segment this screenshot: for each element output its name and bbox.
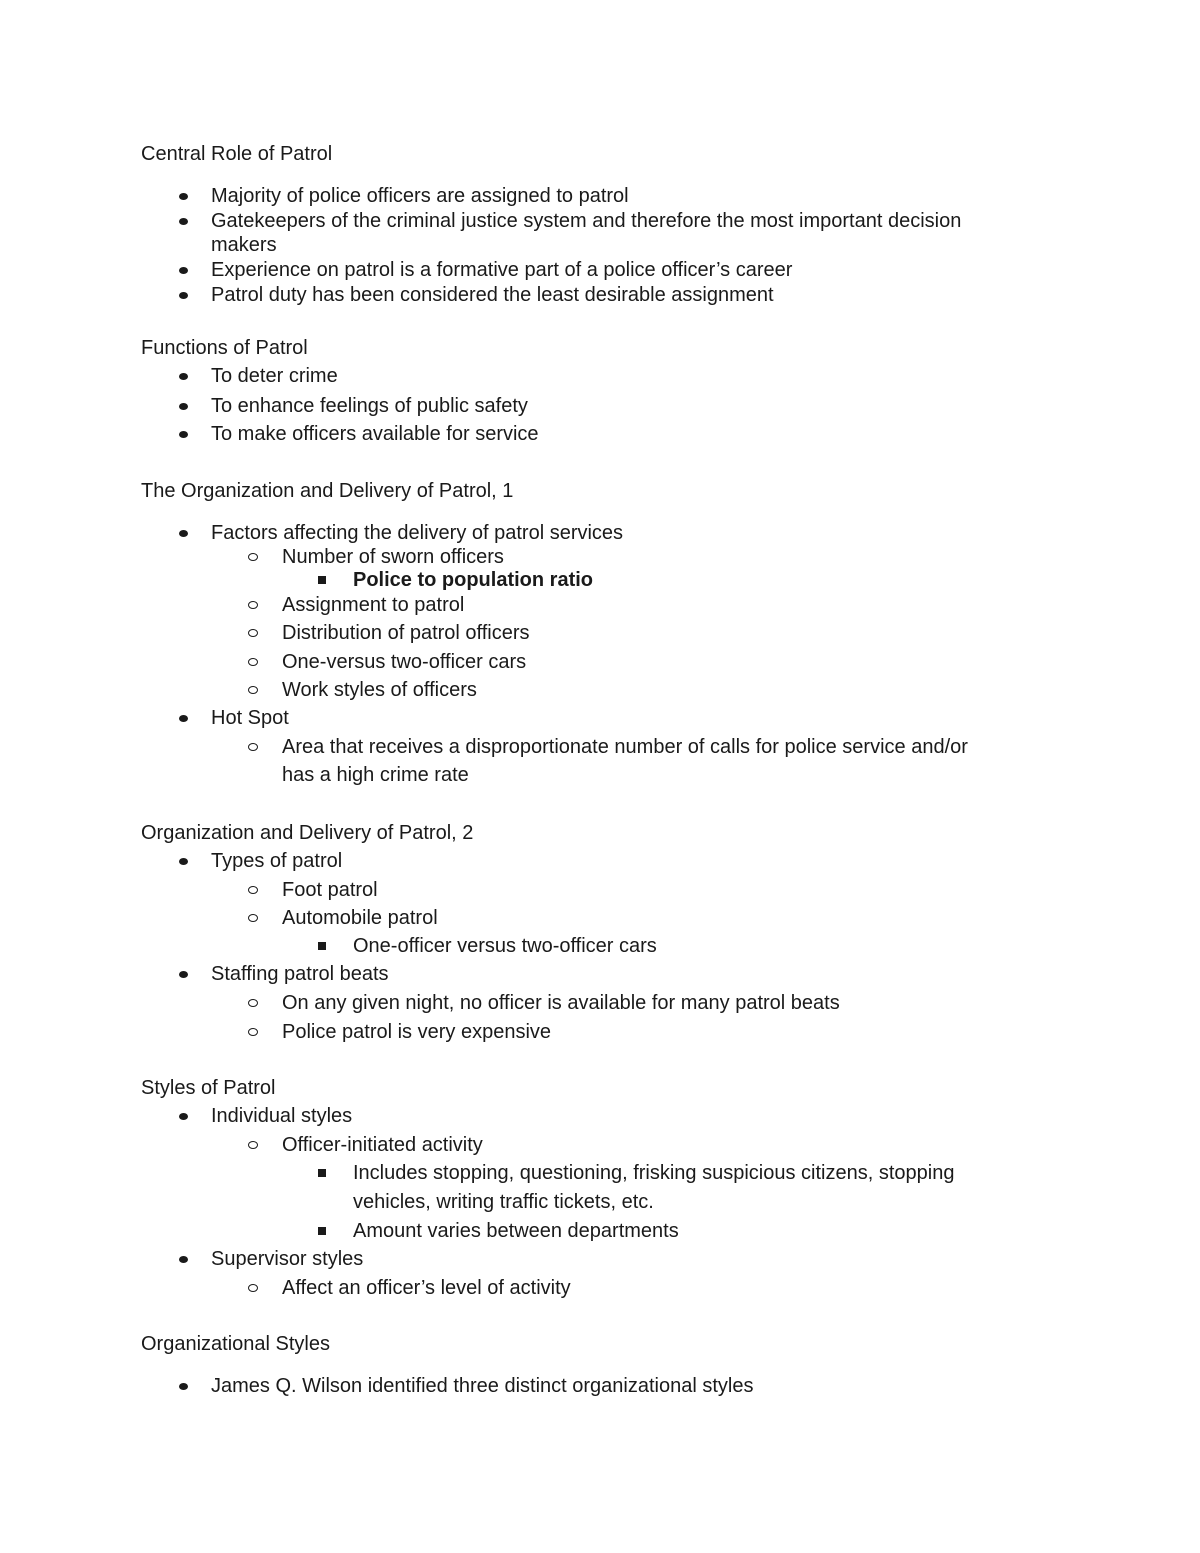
bullet-disc-icon	[179, 218, 188, 225]
list-item: Types of patrol	[211, 850, 343, 872]
list-item: Individual styles	[211, 1105, 353, 1127]
list-item: Gatekeepers of the criminal justice system and therefore the most important decision	[211, 210, 962, 232]
list-item: Police to population ratio	[353, 569, 593, 591]
bullet-circle-icon	[248, 553, 258, 561]
bullet-disc-icon	[179, 403, 188, 410]
bullet-circle-icon	[248, 601, 258, 609]
list-item: Patrol duty has been considered the least desirable assignment	[211, 284, 774, 306]
bullet-disc-icon	[179, 431, 188, 438]
bullet-square-icon	[318, 576, 326, 584]
bullet-disc-icon	[179, 292, 188, 299]
heading-central-role-of-patrol: Central Role of Patrol	[141, 143, 333, 165]
list-item: Amount varies between departments	[353, 1220, 679, 1242]
heading-organization-delivery-2: Organization and Delivery of Patrol, 2	[141, 822, 474, 844]
bullet-circle-icon	[248, 743, 258, 751]
bullet-disc-icon	[179, 267, 188, 274]
list-item: Distribution of patrol officers	[282, 622, 530, 644]
list-item: Officer-initiated activity	[282, 1134, 483, 1156]
bullet-disc-icon	[179, 1256, 188, 1263]
list-item: Staffing patrol beats	[211, 963, 389, 985]
list-item: Area that receives a disproportionate number of calls for police service and/or	[282, 736, 968, 758]
heading-styles-of-patrol: Styles of Patrol	[141, 1077, 276, 1099]
list-item: Assignment to patrol	[282, 594, 465, 616]
list-item-continuation: vehicles, writing traffic tickets, etc.	[353, 1191, 654, 1213]
bullet-circle-icon	[248, 629, 258, 637]
bullet-circle-icon	[248, 886, 258, 894]
heading-functions-of-patrol: Functions of Patrol	[141, 337, 308, 359]
list-item: To enhance feelings of public safety	[211, 395, 528, 417]
bullet-circle-icon	[248, 1284, 258, 1292]
bullet-disc-icon	[179, 971, 188, 978]
list-item: Supervisor styles	[211, 1248, 364, 1270]
bullet-circle-icon	[248, 999, 258, 1007]
heading-organizational-styles: Organizational Styles	[141, 1333, 330, 1355]
bullet-disc-icon	[179, 1383, 188, 1390]
list-item: Police patrol is very expensive	[282, 1021, 552, 1043]
bullet-square-icon	[318, 1169, 326, 1177]
bullet-disc-icon	[179, 715, 188, 722]
list-item: One-officer versus two-officer cars	[353, 935, 657, 957]
list-item: Number of sworn officers	[282, 546, 504, 568]
list-item: Factors affecting the delivery of patrol services	[211, 522, 624, 544]
list-item: Automobile patrol	[282, 907, 438, 929]
list-item: Work styles of officers	[282, 679, 477, 701]
bullet-disc-icon	[179, 530, 188, 537]
bullet-square-icon	[318, 942, 326, 950]
bullet-disc-icon	[179, 1113, 188, 1120]
list-item: Majority of police officers are assigned to patrol	[211, 185, 629, 207]
bullet-disc-icon	[179, 858, 188, 865]
list-item: One-versus two-officer cars	[282, 651, 527, 673]
bullet-circle-icon	[248, 686, 258, 694]
heading-organization-delivery-1: The Organization and Delivery of Patrol, 1	[141, 480, 514, 502]
bullet-circle-icon	[248, 914, 258, 922]
list-item: Affect an officer’s level of activity	[282, 1277, 571, 1299]
list-item-continuation: makers	[211, 234, 277, 256]
list-item: On any given night, no officer is available for many patrol beats	[282, 992, 840, 1014]
list-item: James Q. Wilson identified three distinct organizational styles	[211, 1375, 754, 1397]
list-item: Hot Spot	[211, 707, 289, 729]
list-item: Experience on patrol is a formative part of a police officer’s career	[211, 259, 793, 281]
bullet-circle-icon	[248, 1141, 258, 1149]
bullet-circle-icon	[248, 658, 258, 666]
list-item: Includes stopping, questioning, frisking suspicious citizens, stopping	[353, 1162, 955, 1184]
list-item: Foot patrol	[282, 879, 378, 901]
list-item-continuation: has a high crime rate	[282, 764, 469, 786]
bullet-circle-icon	[248, 1028, 258, 1036]
bullet-disc-icon	[179, 193, 188, 200]
list-item: To deter crime	[211, 365, 338, 387]
list-item: To make officers available for service	[211, 423, 539, 445]
bullet-disc-icon	[179, 373, 188, 380]
bullet-square-icon	[318, 1227, 326, 1235]
